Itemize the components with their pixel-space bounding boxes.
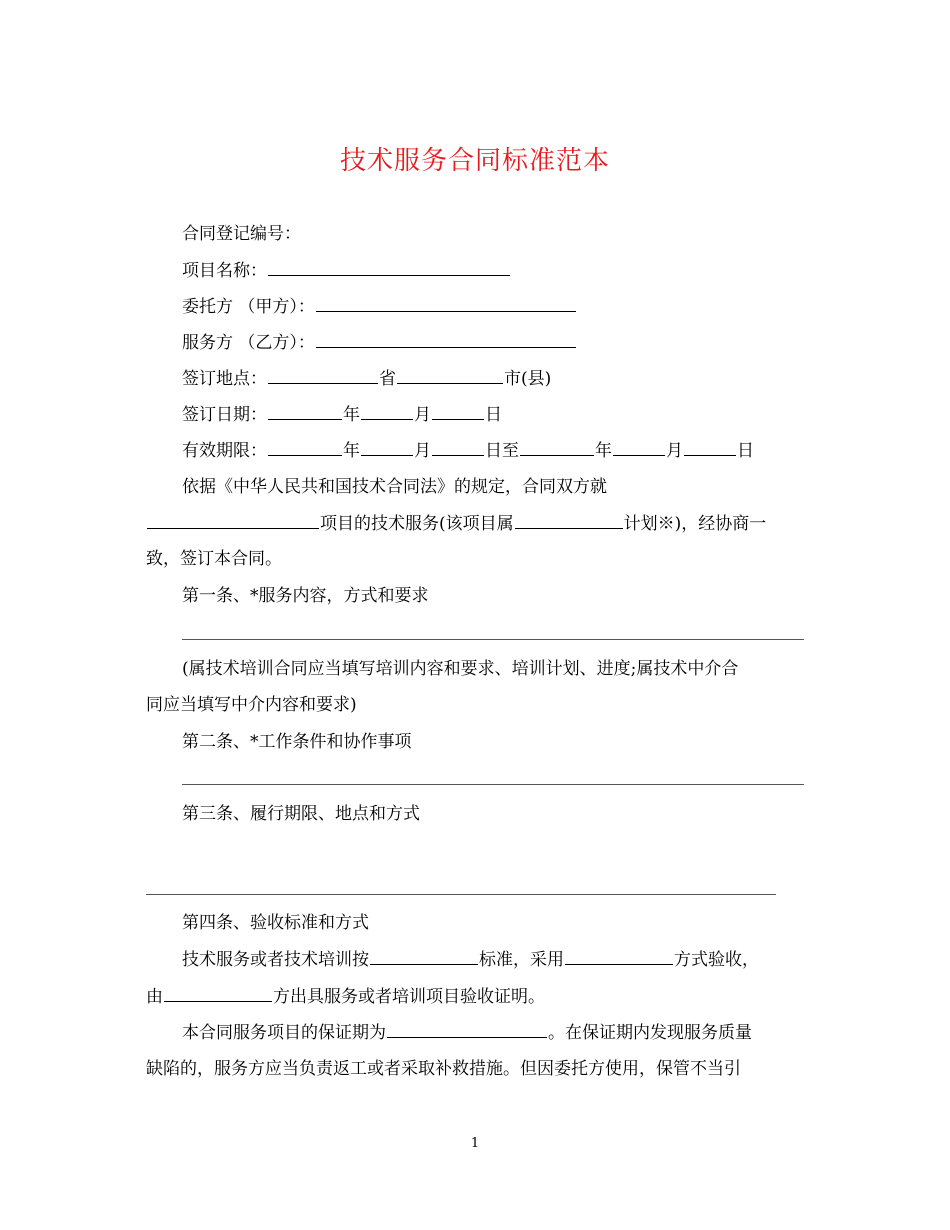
- client-label: 委托方 （甲方）：: [182, 297, 315, 317]
- provider-label: 服务方 （乙方）：: [182, 333, 315, 353]
- sign-place-field: [182, 367, 551, 390]
- sign-date-field: [182, 403, 502, 426]
- warranty-line-1-a: 本合同服务项目的保证期为: [182, 1023, 386, 1043]
- warranty-line-2: 缺陷的，服务方应当负责返工或者采取补救措施。但因委托方使用，保管不当引: [146, 1059, 741, 1079]
- article-1-note-line-1: (属技术培训合同应当填写培训内容和要求、培训计划、进度;属技术中介合: [182, 659, 739, 679]
- province-label: 省: [379, 369, 396, 389]
- validity-start-year-label: 年: [343, 441, 360, 461]
- sign-date-label: 签订日期：: [182, 405, 267, 425]
- project-name-field: [182, 259, 511, 282]
- city-county-label: 市(县): [504, 369, 552, 389]
- preamble-line-1: 依据《中华人民共和国技术合同法》的规定，合同双方就: [182, 477, 607, 497]
- standard-blank: [370, 948, 478, 965]
- validity-end-month-label: 月: [666, 441, 683, 461]
- article-1-fill-line: [182, 639, 804, 640]
- validity-start-day-blank: [432, 439, 484, 456]
- article-4-line-1-b: 标准，采用: [479, 950, 564, 970]
- validity-end-year-blank: [520, 439, 594, 456]
- validity-end-day-label: 日: [737, 441, 754, 461]
- validity-start-month-blank: [361, 439, 413, 456]
- validity-label: 有效期限：: [182, 441, 267, 461]
- sign-year-blank: [268, 403, 342, 420]
- article-3-title: 第三条、履行期限、地点和方式: [182, 804, 420, 824]
- sign-month-label: 月: [414, 405, 431, 425]
- issuer-blank: [164, 985, 272, 1002]
- registration-no-field: [182, 223, 301, 245]
- provider-field: [182, 331, 577, 354]
- plan-blank: [515, 512, 623, 529]
- client-field: [182, 295, 577, 318]
- article-4-line-1: [182, 948, 759, 971]
- article-4-line-1-c: 方式验收，: [674, 950, 759, 970]
- article-4-line-1-a: 技术服务或者技术培训按: [182, 950, 369, 970]
- page-number: 1: [470, 1136, 480, 1151]
- article-4-title: 第四条、验收标准和方式: [182, 913, 369, 933]
- client-blank: [316, 295, 576, 312]
- validity-start-year-blank: [268, 439, 342, 456]
- validity-start-month-label: 月: [414, 441, 431, 461]
- validity-field: [182, 439, 754, 462]
- article-4-line-2-a: 由: [146, 987, 163, 1007]
- validity-day-to-label: 日至: [485, 441, 519, 461]
- sign-day-label: 日: [485, 405, 502, 425]
- article-1-title: 第一条、*服务内容，方式和要求: [182, 586, 429, 606]
- province-blank: [268, 367, 378, 384]
- preamble-line-2-b: 计划※)，经协商一: [623, 514, 767, 534]
- sign-month-blank: [361, 403, 413, 420]
- article-2-fill-line: [182, 784, 804, 785]
- preamble-line-2-a: 项目的技术服务(该项目属: [320, 514, 514, 534]
- sign-day-blank: [432, 403, 484, 420]
- project-blank: [147, 512, 319, 529]
- project-name-label: 项目名称：: [182, 261, 267, 281]
- registration-no-label: 合同登记编号：: [182, 224, 301, 244]
- validity-end-month-blank: [613, 439, 665, 456]
- validity-end-day-blank: [684, 439, 736, 456]
- sign-place-label: 签订地点：: [182, 369, 267, 389]
- article-4-line-2: [146, 985, 545, 1008]
- validity-end-year-label: 年: [595, 441, 612, 461]
- project-name-blank: [268, 259, 510, 276]
- provider-blank: [316, 331, 576, 348]
- warranty-line-1: [182, 1021, 752, 1044]
- method-blank: [565, 948, 673, 965]
- article-3-fill-line: [146, 894, 776, 895]
- warranty-line-1-b: 。在保证期内发现服务质量: [548, 1023, 752, 1043]
- article-4-line-2-b: 方出具服务或者培训项目验收证明。: [273, 987, 545, 1007]
- preamble-line-3: 致，签订本合同。: [146, 549, 282, 569]
- warranty-period-blank: [387, 1021, 547, 1038]
- sign-year-label: 年: [343, 405, 360, 425]
- city-blank: [397, 367, 503, 384]
- preamble-line-2: [146, 512, 766, 535]
- article-2-title: 第二条、*工作条件和协作事项: [182, 732, 412, 752]
- article-1-note-line-2: 同应当填写中介内容和要求): [146, 695, 357, 715]
- document-title: 技术服务合同标准范本: [339, 146, 610, 176]
